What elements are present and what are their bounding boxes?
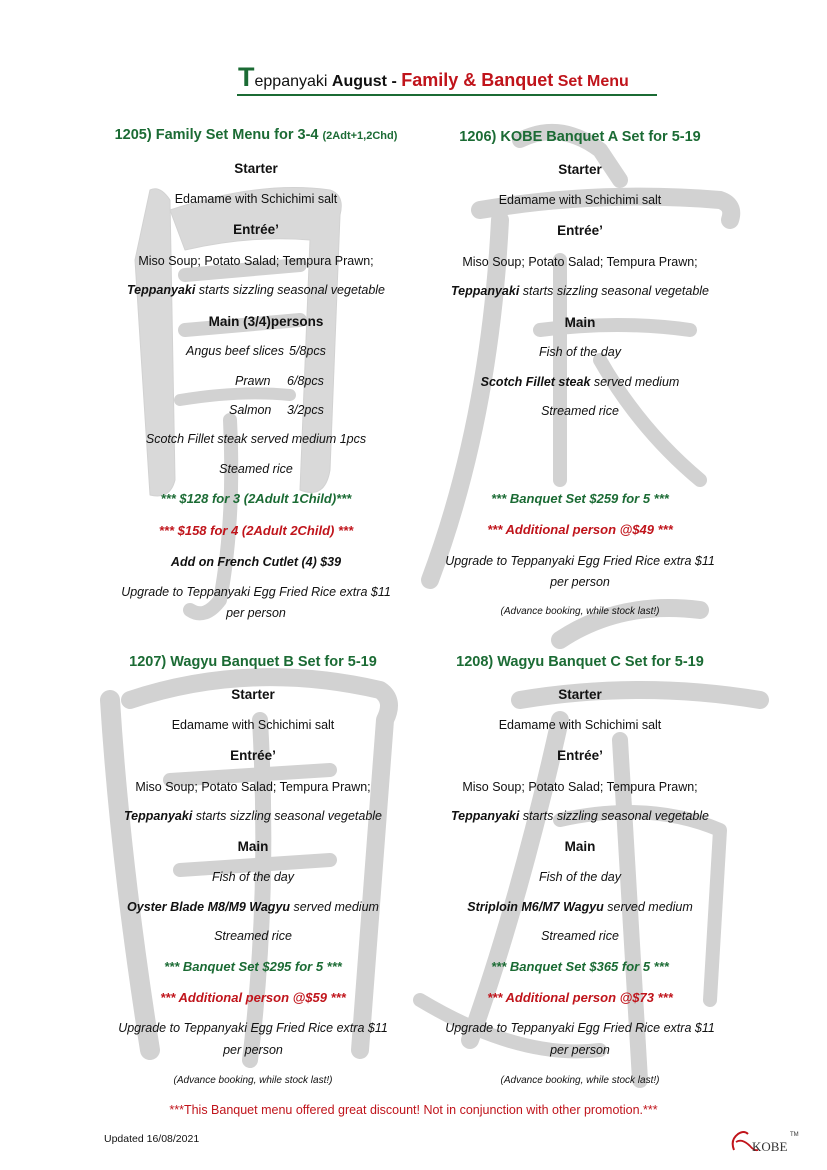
rice-item: Streamed rice [541,929,619,943]
beef-item [93,900,413,914]
beef-item [420,375,740,389]
main-item-name: Prawn [235,374,271,388]
starter-item: Edamame with Schichimi salt [498,193,662,207]
title-rest: eppanyaki [254,73,332,90]
teppanyaki-bold: Teppanyaki [451,284,520,298]
menu-1205 [96,124,416,624]
banquet-price: *** Banquet Set $295 for 5 *** [164,959,342,974]
main-label: Main [564,839,596,854]
upgrade-line: Upgrade to Teppanyaki Egg Fried Rice extra $11 [445,1021,715,1035]
kobe-logo [728,1126,800,1156]
entree-label: Entrée’ [557,748,603,763]
menu-heading-note: (2Adt+1,2Chd) [322,130,398,142]
beef-bold: Oyster Blade M8/M9 Wagyu [127,900,291,914]
rice-item: Steamed rice [219,462,293,476]
menu-1208 [420,650,740,1090]
title-underline [237,94,657,96]
starter-label: Starter [234,161,278,176]
discount-note: ***This Banquet menu offered great discount! Not in conjunction with other promotion.*** [169,1103,658,1117]
page-title [238,62,656,92]
upgrade-line: Upgrade to Teppanyaki Egg Fried Rice extra $11 [445,554,715,568]
banquet-price: *** Banquet Set $259 for 5 *** [491,491,669,506]
main-item-qty: 3/2pcs [287,403,324,417]
upgrade-line-2: per person [223,1043,283,1057]
teppanyaki-bold: Teppanyaki [127,283,196,297]
teppanyaki-text: starts sizzling seasonal vegetable [195,283,385,297]
entree-label: Entrée’ [230,748,276,763]
upgrade-line: Upgrade to Teppanyaki Egg Fried Rice extra $11 [118,1021,388,1035]
starter-label: Starter [558,687,602,702]
menu-1206 [420,124,740,624]
booking-note: (Advance booking, while stock last!) [500,606,660,617]
main-item-qty: 6/8pcs [287,374,324,388]
teppanyaki-text: starts sizzling seasonal vegetable [192,809,382,823]
teppanyaki-line [96,283,416,297]
title-initial: T [238,62,255,92]
title-suffix: Set Menu [553,73,629,90]
fish-item: Fish of the day [212,870,294,884]
logo-text: KOBE [752,1139,788,1154]
starter-item: Edamame with Schichimi salt [498,718,662,732]
booking-note: (Advance booking, while stock last!) [173,1075,333,1086]
price-for-3: *** $128 for 3 (2Adult 1Child)*** [160,491,352,506]
price-for-4: *** $158 for 4 (2Adult 2Child) *** [158,523,354,538]
booking-note: (Advance booking, while stock last!) [500,1075,660,1086]
main-label: Main [564,315,596,330]
updated-date: Updated 16/08/2021 [104,1133,200,1145]
upgrade-line: Upgrade to Teppanyaki Egg Fried Rice extra $11 [121,585,391,599]
rice-item: Streamed rice [214,929,292,943]
fish-item: Fish of the day [539,345,621,359]
teppanyaki-text: starts sizzling seasonal vegetable [519,284,709,298]
teppanyaki-text: starts sizzling seasonal vegetable [519,809,709,823]
logo-trademark: TM [790,1132,799,1138]
menu-heading: 1206) KOBE Banquet A Set for 5-19 [459,129,701,145]
addon-item: Add on French Cutlet (4) $39 [170,555,342,569]
entree-label: Entrée’ [557,223,603,238]
banquet-price: *** Banquet Set $365 for 5 *** [491,959,669,974]
menu-1207 [93,650,413,1090]
beef-item [420,900,740,914]
rice-item: Streamed rice [541,404,619,418]
main-item-name: Salmon [229,403,272,417]
entree-item: Miso Soup; Potato Salad; Tempura Prawn; [462,780,698,794]
title-highlight: Family & Banquet [401,70,554,90]
entree-item: Miso Soup; Potato Salad; Tempura Prawn; [462,255,698,269]
main-item-name: Angus beef slices [186,344,284,358]
beef-text: served medium [603,900,693,914]
beef-bold: Striploin M6/M7 Wagyu [467,900,604,914]
beef-bold: Scotch Fillet steak [480,375,591,389]
main-label: Main (3/4)persons [208,314,324,329]
teppanyaki-line [420,809,740,823]
upgrade-line-2: per person [550,575,610,589]
main-item-qty: 5/8pcs [289,344,326,358]
additional-person-price: *** Additional person @$59 *** [160,990,346,1005]
menu-heading: 1208) Wagyu Banquet C Set for 5-19 [456,654,704,670]
teppanyaki-line [93,809,413,823]
beef-text: served medium [290,900,379,914]
starter-item: Edamame with Schichimi salt [171,718,335,732]
teppanyaki-line [420,284,740,298]
main-label: Main [237,839,269,854]
title-dash: - [387,73,402,90]
starter-label: Starter [231,687,275,702]
menu-heading: 1207) Wagyu Banquet B Set for 5-19 [129,654,377,670]
additional-person-price: *** Additional person @$49 *** [487,522,673,537]
menu-heading [96,127,416,143]
additional-person-price: *** Additional person @$73 *** [487,990,673,1005]
beef-text: served medium [590,375,680,389]
title-month: August [331,73,387,90]
teppanyaki-bold: Teppanyaki [451,809,520,823]
steak-item: Scotch Fillet steak served medium 1pcs [145,432,367,446]
entree-label: Entrée’ [233,222,279,237]
starter-item: Edamame with Schichimi salt [174,192,338,206]
fish-item: Fish of the day [539,870,621,884]
menu-heading-text: 1205) Family Set Menu for 3-4 [114,127,323,143]
starter-label: Starter [558,162,602,177]
teppanyaki-bold: Teppanyaki [124,809,193,823]
entree-item: Miso Soup; Potato Salad; Tempura Prawn; [138,254,374,268]
entree-item: Miso Soup; Potato Salad; Tempura Prawn; [135,780,371,794]
upgrade-line-2: per person [550,1043,610,1057]
upgrade-line-2: per person [226,606,286,620]
